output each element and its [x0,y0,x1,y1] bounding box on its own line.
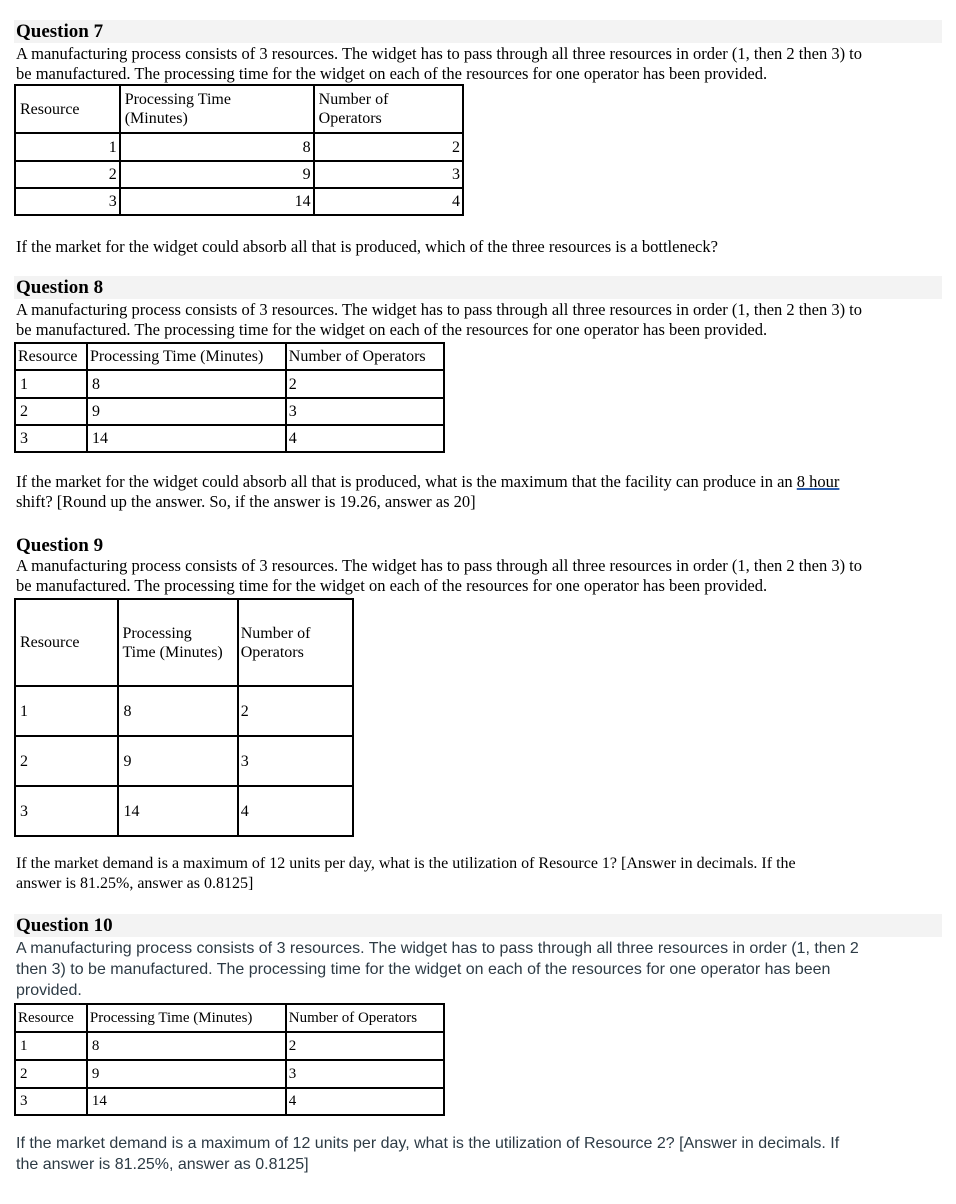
cell-resource: 1 [15,133,120,161]
intro-line: be manufactured. The processing time for the widget on each of the resources for one operator has been provided. [16,320,768,339]
table-row [15,133,463,161]
table-row [15,161,463,188]
cell-resource: 1 [15,686,118,736]
question-8-intro [16,300,936,340]
cell-resource: 2 [15,736,118,786]
prompt-text: If the market for the widget could absorb all that is produced, what is the maximum that the facility can produce in an [16,472,797,491]
intro-line: A manufacturing process consists of 3 resources. The widget has to pass through all three resources in order (1, then 2 then 3) to [16,44,863,63]
cell-resource: 1 [15,1032,87,1060]
table-row [15,1032,444,1060]
cell-operators: 2 [286,1032,444,1060]
question-10-intro [16,938,936,1001]
header-operators: Number of Operators [286,1004,444,1032]
question-8-prompt [16,472,936,512]
question-10-table [14,1003,445,1116]
question-9-prompt [16,854,936,894]
table-row [15,425,444,452]
cell-time: 9 [118,736,237,786]
cell-time: 14 [87,1088,286,1115]
header-resource: Resource [15,599,118,686]
table-row [15,686,353,736]
cell-resource: 3 [15,786,118,836]
question-7-title: Question 7 [14,20,942,43]
cell-time: 8 [87,370,286,398]
cell-resource: 3 [15,425,87,452]
cell-resource: 1 [15,370,87,398]
question-9-title: Question 9 [16,535,104,556]
header-processing-time: Processing Time (Minutes) [118,599,237,686]
cell-time: 8 [87,1032,286,1060]
cell-operators: 2 [238,686,353,736]
header-resource: Resource [15,85,120,133]
table-header-row [15,343,444,370]
intro-line: A manufacturing process consists of 3 resources. The widget has to pass through all three resources in order (1, then 2 then 3) to [16,300,863,319]
header-resource: Resource [15,1004,87,1032]
table-row [15,188,463,215]
question-7-intro [16,44,936,84]
table-row [15,786,353,836]
question-9-table [14,598,354,837]
question-9-intro [16,556,936,596]
cell-operators: 3 [314,161,463,188]
cell-operators: 3 [238,736,353,786]
cell-operators: 3 [286,1060,444,1088]
cell-time: 14 [120,188,314,215]
cell-time: 8 [118,686,237,736]
intro-line: provided. [16,982,82,999]
cell-operators: 4 [314,188,463,215]
prompt-text: If the market demand is a maximum of 12 units per day, what is the utilization of Resource 2? [Answer in decimals. If [16,1135,840,1152]
8-hour-link[interactable]: 8 hour [796,472,840,491]
header-resource: Resource [15,343,87,370]
cell-resource: 3 [15,188,120,215]
intro-line: then 3) to be manufactured. The processing time for the widget on each of the resources for one operator has been [16,961,831,978]
cell-time: 8 [120,133,314,161]
cell-time: 9 [87,398,286,425]
cell-resource: 2 [15,161,120,188]
header-processing-time: Processing Time (Minutes) [120,85,314,133]
cell-time: 14 [87,425,286,452]
question-8-table [14,342,445,453]
prompt-text: answer is 81.25%, answer as 0.8125] [16,875,254,892]
prompt-text: the answer is 81.25%, answer as 0.8125] [16,1156,309,1173]
header-operators: Number of Operators [286,343,444,370]
cell-resource: 3 [15,1088,87,1115]
intro-line: A manufacturing process consists of 3 resources. The widget has to pass through all three resources in order (1, then 2 [16,940,859,957]
header-operators: Number of Operators [314,85,463,133]
intro-line: be manufactured. The processing time for the widget on each of the resources for one operator has been provided. [16,64,768,83]
table-row [15,1088,444,1115]
question-7-table [14,84,464,216]
prompt-text: shift? [Round up the answer. So, if the answer is 19.26, answer as 20] [16,492,476,511]
intro-line: A manufacturing process consists of 3 resources. The widget has to pass through all three resources in order (1, then 2 then 3) to [16,556,863,575]
table-row [15,398,444,425]
header-processing-time: Processing Time (Minutes) [87,1004,286,1032]
cell-resource: 2 [15,1060,87,1088]
table-row [15,736,353,786]
cell-operators: 4 [286,425,444,452]
question-10-title: Question 10 [14,914,942,937]
cell-operators: 4 [238,786,353,836]
question-7-prompt: If the market for the widget could absorb all that is produced, which of the three resources is a bottleneck? [16,237,718,256]
table-header-row [15,599,353,686]
cell-time: 9 [120,161,314,188]
table-row [15,1060,444,1088]
intro-line: be manufactured. The processing time for the widget on each of the resources for one operator has been provided. [16,576,768,595]
cell-operators: 2 [314,133,463,161]
prompt-text: If the market demand is a maximum of 12 units per day, what is the utilization of Resource 1? [Answer in decimals. If the [16,855,796,872]
header-processing-time: Processing Time (Minutes) [87,343,286,370]
cell-operators: 4 [286,1088,444,1115]
table-header-row [15,1004,444,1032]
cell-time: 9 [87,1060,286,1088]
question-10-prompt [16,1133,936,1175]
cell-time: 14 [118,786,237,836]
cell-resource: 2 [15,398,87,425]
question-8-title: Question 8 [14,276,942,299]
header-operators: Number of Operators [238,599,353,686]
table-row [15,370,444,398]
table-header-row [15,85,463,133]
cell-operators: 3 [286,398,444,425]
cell-operators: 2 [286,370,444,398]
